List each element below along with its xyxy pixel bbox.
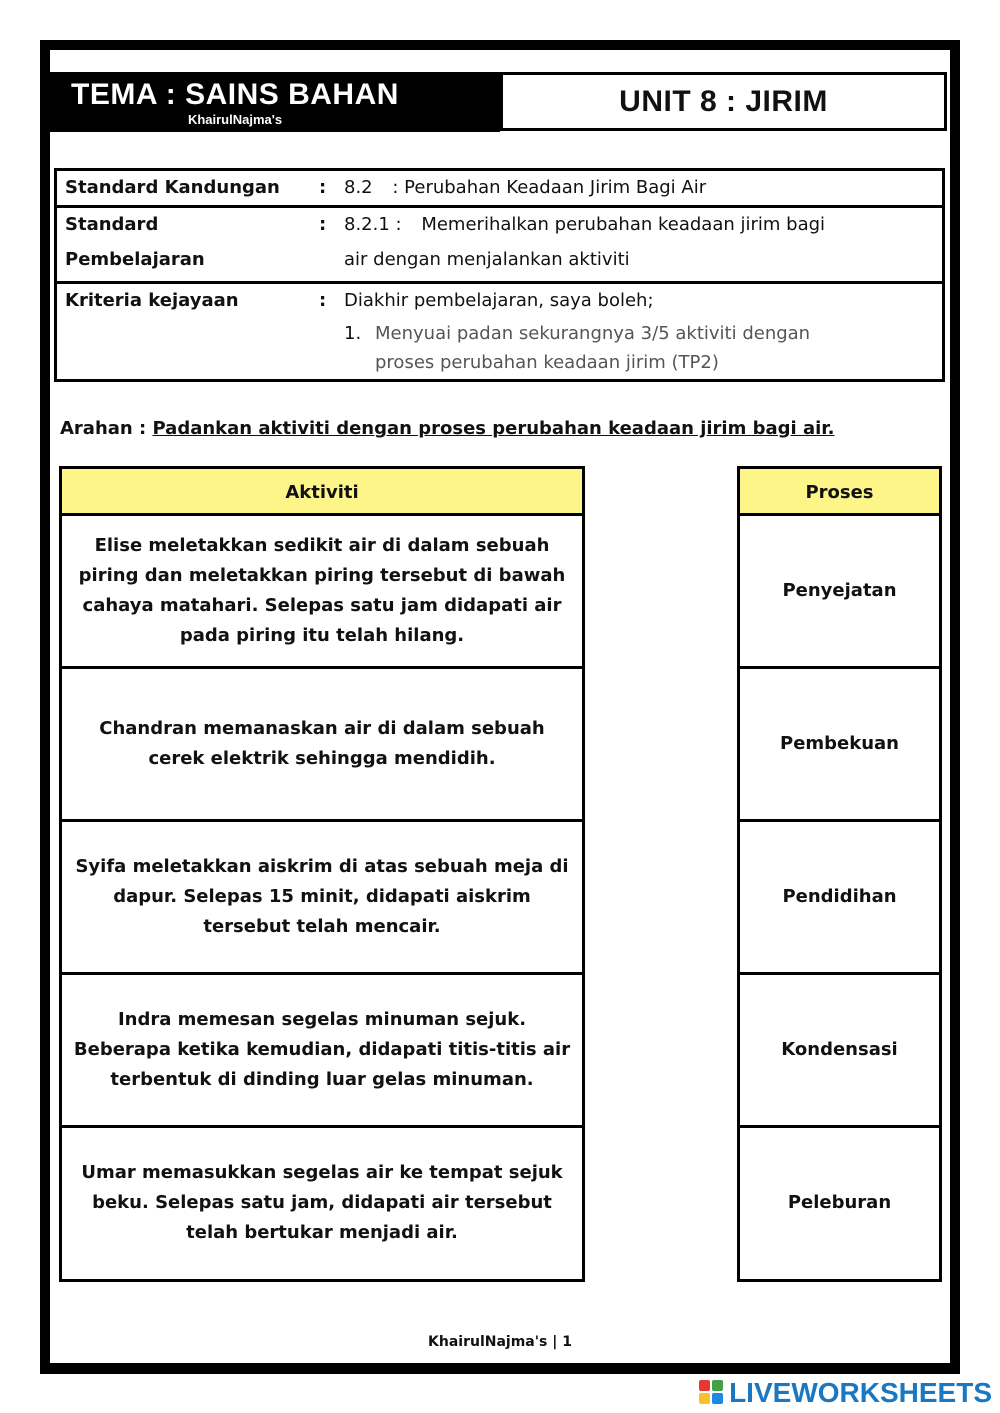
standards-table: [54, 168, 945, 382]
theme-banner: [50, 72, 500, 132]
std-pembelajaran-code: 8.2.1 :: [344, 214, 402, 235]
logo-square: [699, 1393, 710, 1404]
liveworksheets-wordmark: LIVEWORKSHEETS: [729, 1377, 992, 1408]
logo-square: [712, 1380, 723, 1391]
kriteria-label: Kriteria kejayaan: [65, 290, 239, 311]
aktiviti-cell[interactable]: Syifa meletakkan aiskrim di atas sebuah meja di dapur. Selepas 15 minit, didapati aiskrim tersebut telah mencair.: [62, 822, 582, 975]
liveworksheets-icon: [699, 1380, 725, 1406]
instruction: [60, 418, 834, 439]
std-pembelajaran-text-2: air dengan menjalankan aktiviti: [344, 249, 630, 270]
std-kandungan-text: : Perubahan Keadaan Jirim Bagi Air: [392, 177, 707, 198]
theme-title: TEMA : SAINS BAHAN: [71, 78, 399, 111]
std-kandungan-label: Standard Kandungan: [65, 177, 280, 198]
std-kandungan-value: [344, 177, 932, 198]
aktiviti-cell[interactable]: Elise meletakkan sedikit air di dalam sebuah piring dan meletakkan piring tersebut di bawah cahaya matahari. Selepas satu jam didapati air pada piring itu telah hilang.: [62, 516, 582, 669]
std-pembelajaran-colon: :: [319, 214, 327, 235]
proses-cell[interactable]: Pembekuan: [740, 669, 939, 822]
proses-cell[interactable]: Kondensasi: [740, 975, 939, 1128]
proses-header: Proses: [740, 469, 939, 516]
aktiviti-cell[interactable]: Indra memesan segelas minuman sejuk. Beberapa ketika kemudian, didapati titis-titis air terbentuk di dinding luar gelas minuman.: [62, 975, 582, 1128]
standard-pembelajaran-row: [57, 208, 942, 284]
proses-cell[interactable]: Pendidihan: [740, 822, 939, 975]
std-pembelajaran-text-1: Memerihalkan perubahan keadaan jirim bagi: [421, 214, 826, 235]
std-kandungan-code: 8.2: [344, 177, 373, 198]
aktiviti-header: Aktiviti: [62, 469, 582, 516]
kriteria-row: [57, 284, 942, 379]
unit-box: [500, 72, 947, 131]
proses-table: [737, 466, 942, 1282]
kriteria-item-line-2: proses perubahan keadaan jirim (TP2): [375, 352, 719, 373]
instruction-label: Arahan :: [60, 418, 153, 439]
kriteria-intro: Diakhir pembelajaran, saya boleh;: [344, 290, 654, 311]
std-pembelajaran-line-1: [344, 214, 932, 235]
kriteria-item-line-1: Menyuai padan sekurangnya 3/5 aktiviti dengan: [375, 323, 811, 344]
instruction-text: Padankan aktiviti dengan proses perubahan keadaan jirim bagi air.: [152, 418, 835, 439]
kriteria-colon: :: [319, 290, 327, 311]
author-credit: KhairulNajma's: [187, 112, 283, 127]
std-pembelajaran-label-2: Pembelajaran: [65, 249, 205, 270]
proses-cell[interactable]: Penyejatan: [740, 516, 939, 669]
logo-square: [712, 1393, 723, 1404]
standard-kandungan-row: [57, 171, 942, 208]
unit-title: UNIT 8 : JIRIM: [619, 85, 828, 118]
aktiviti-cell[interactable]: Chandran memanaskan air di dalam sebuah cerek elektrik sehingga mendidih.: [62, 669, 582, 822]
page-footer: KhairulNajma's | 1: [428, 1334, 572, 1350]
std-kandungan-colon: :: [319, 177, 327, 198]
liveworksheets-logo: [699, 1377, 992, 1409]
aktiviti-cell[interactable]: Umar memasukkan segelas air ke tempat sejuk beku. Selepas satu jam, didapati air tersebut telah bertukar menjadi air.: [81, 1162, 563, 1243]
aktiviti-table: [59, 466, 585, 1282]
kriteria-item-number: 1.: [344, 323, 362, 344]
logo-square: [699, 1380, 710, 1391]
proses-cell[interactable]: Peleburan: [787, 1192, 892, 1213]
std-pembelajaran-label-1: Standard: [65, 214, 159, 235]
